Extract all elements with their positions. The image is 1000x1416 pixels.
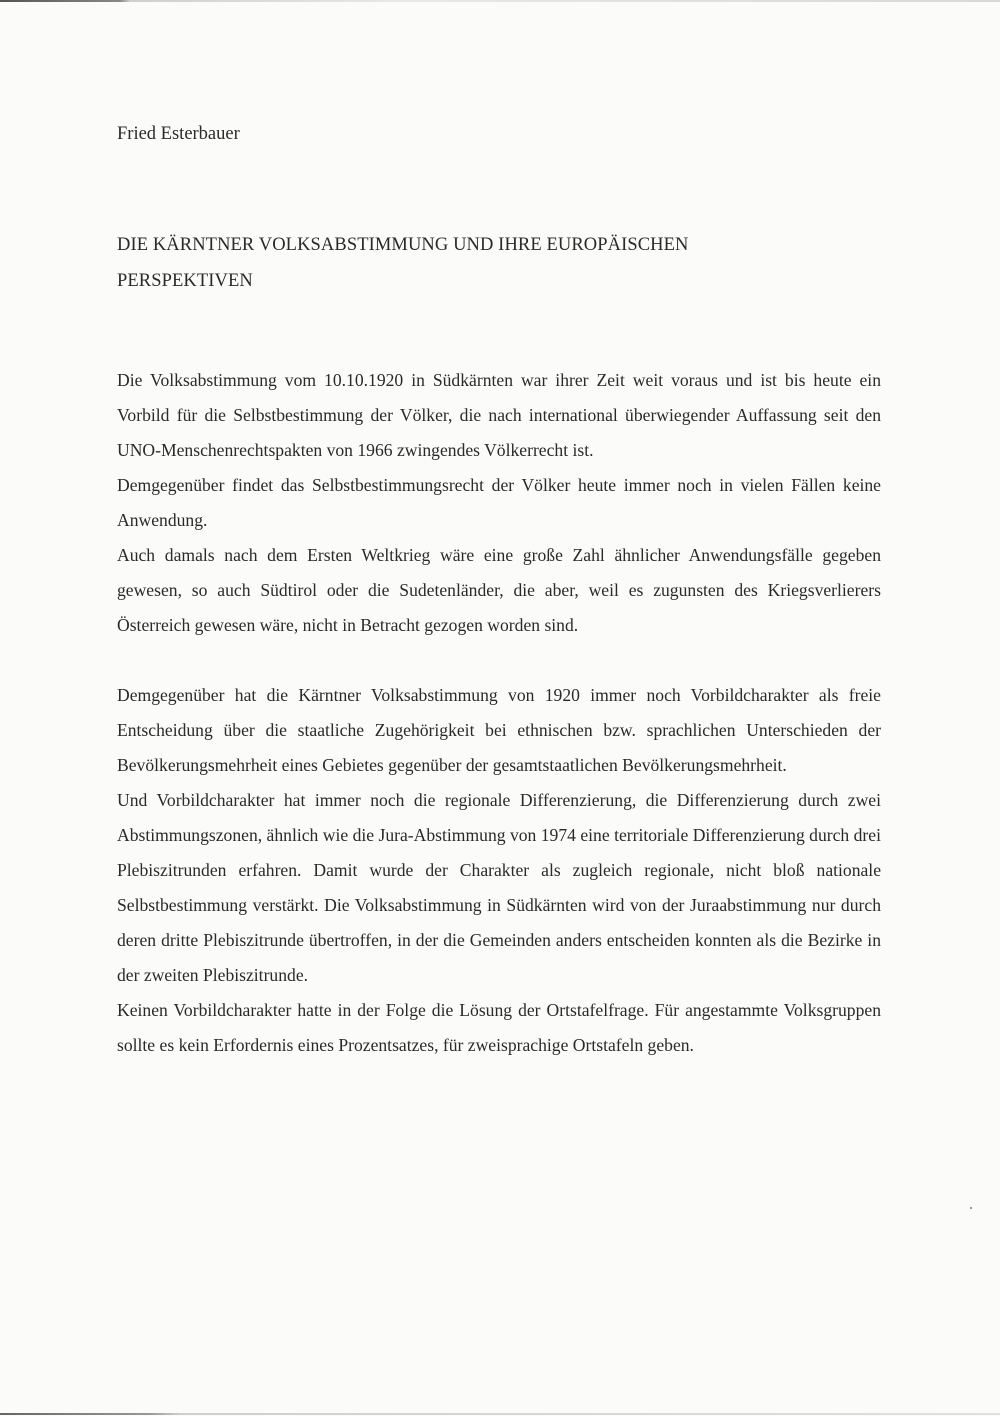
paragraph-2: Demgegenüber findet das Selbstbestimmungsrecht der Völker heute immer noch in vielen Fällen keine Anwendung.: [117, 475, 881, 530]
document-body: [117, 363, 881, 1063]
paragraph-3: Auch damals nach dem Ersten Weltkrieg wäre eine große Zahl ähnlicher Anwendungsfälle gegeben gewesen, so auch Südtirol oder die Sudetenländer, die aber, weil es zugunsten des Kriegsverlierers Österreich gewesen wäre, nicht in Betracht gezogen worden sind.: [117, 545, 881, 635]
author-name: Fried Esterbauer: [117, 124, 240, 144]
scan-edge-top: [0, 0, 1000, 2]
scan-edge-bottom: [0, 1413, 1000, 1415]
paragraph-5: Und Vorbildcharakter hat immer noch die regionale Differenzierung, die Differenzierung durch zwei Abstimmungszonen, ähnlich wie die Jura-Abstimmung von 1974 eine territoriale Differenzierung durch drei Plebiszitrunden erfahren. Damit wurde der Charakter als zugleich regionale, nicht bloß nationale Selbstbestimmung verstärkt. Die Volksabstimmung in Südkärnten wird von der Juraabstimmung nur durch deren dritte Plebiszitrunde übertroffen, in der die Gemeinden anders entscheiden konnten als die Bezirke in der zweiten Plebiszitrunde.: [117, 790, 881, 985]
paragraph-4: Demgegenüber hat die Kärntner Volksabstimmung von 1920 immer noch Vorbildcharakter als freie Entscheidung über die staatliche Zugehörigkeit bei ethnischen bzw. sprachlichen Unterschieden der Bevölkerungsmehrheit eines Gebietes gegenüber der gesamtstaatlichen Bevölkerungsmehrheit.: [117, 685, 881, 775]
scan-speck: [970, 1207, 972, 1209]
title-line-2: PERSPEKTIVEN: [117, 271, 253, 291]
title-line-1: DIE KÄRNTNER VOLKSABSTIMMUNG UND IHRE EUROPÄISCHEN: [117, 235, 689, 255]
paragraph-1: Die Volksabstimmung vom 10.10.1920 in Südkärnten war ihrer Zeit weit voraus und ist bis heute ein Vorbild für die Selbstbestimmung der Völker, die nach international überwiegender Auffassung seit den UNO-Menschenrechtspakten von 1966 zwingendes Völkerrecht ist.: [117, 370, 881, 460]
paragraph-6: Keinen Vorbildcharakter hatte in der Folge die Lösung der Ortstafelfrage. Für angestammte Volksgruppen sollte es kein Erfordernis eines Prozentsatzes, für zweisprachige Ortstafeln geben.: [117, 1000, 881, 1055]
document-title: [117, 227, 817, 299]
paragraph-gap: [117, 643, 881, 678]
